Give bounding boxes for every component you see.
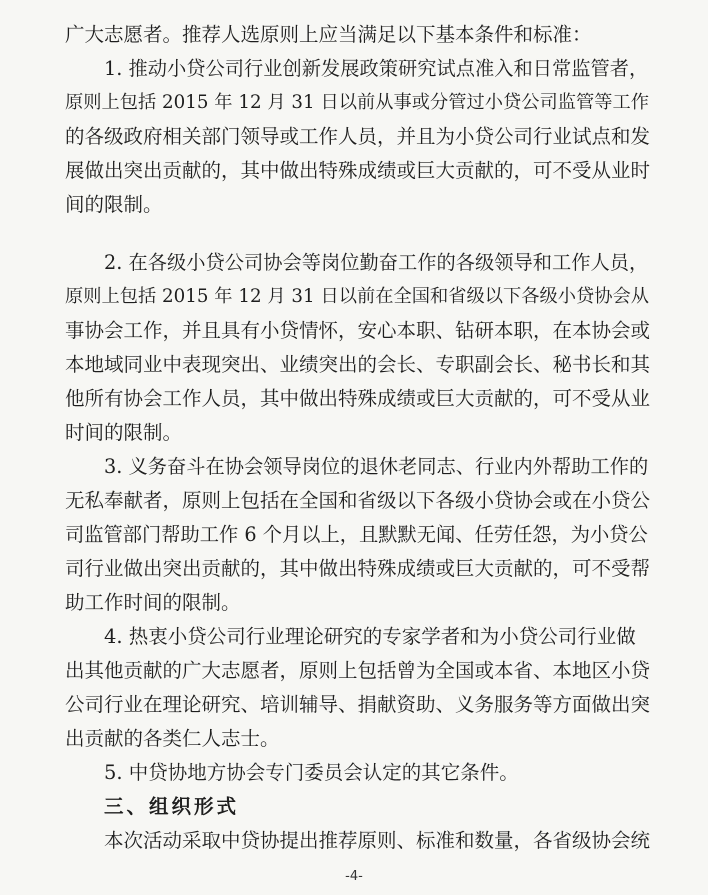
text-line <box>0 350 708 380</box>
text-line <box>0 622 708 652</box>
text-line <box>0 690 708 720</box>
text-line-content: 无私奉献者，原则上包括在全国和省级以下各级小贷协会或在小贷公 <box>65 489 651 512</box>
text-line-content: 本地域同业中表现突出、业绩突出的会长、专职副会长、秘书长和其 <box>65 353 651 376</box>
text-line-content: 2. 在各级小贷公司协会等岗位勤奋工作的各级领导和工作人员， <box>104 251 649 274</box>
text-line <box>0 588 708 618</box>
text-line-content: 公司行业在理论研究、培训辅导、捐献资助、义务服务等方面做出突 <box>65 693 651 716</box>
text-line-content: 5. 中贷协地方协会专门委员会认定的其它条件。 <box>104 761 519 784</box>
text-line <box>0 20 708 50</box>
text-line <box>0 418 708 448</box>
text-line-content: 助工作时间的限制。 <box>65 591 241 614</box>
text-line-content: 出贡献的各类仁人志士。 <box>65 727 280 750</box>
text-line-content: 他所有协会工作人员，其中做出特殊成绩或巨大贡献的，可不受从业 <box>65 387 651 410</box>
section-heading <box>0 792 708 822</box>
text-line <box>0 452 708 482</box>
text-line <box>0 656 708 686</box>
text-line-content: 出其他贡献的广大志愿者，原则上包括曾为全国或本省、本地区小贷 <box>65 659 651 682</box>
text-line <box>0 724 708 754</box>
text-line-content: 展做出突出贡献的，其中做出特殊成绩或巨大贡献的，可不受从业时 <box>65 159 651 182</box>
section-heading-text: 三、组织形式 <box>104 795 240 818</box>
page-number: -4- <box>345 869 363 884</box>
text-line <box>0 122 708 152</box>
text-line-content: 本次活动采取中贷协提出推荐原则、标准和数量，各省级协会统 <box>104 829 651 852</box>
text-line <box>0 384 708 414</box>
text-line <box>0 156 708 186</box>
text-line <box>0 316 708 346</box>
text-line <box>0 826 708 856</box>
text-line-content: 广大志愿者。推荐人选原则上应当满足以下基本条件和标准： <box>65 23 592 46</box>
text-line-content: 原则上包括 2015 年 12 月 31 日以前在全国和省级以下各级小贷协会从 <box>65 286 649 307</box>
text-line-content: 4. 热衷小贷公司行业理论研究的专家学者和为小贷公司行业做 <box>104 625 636 648</box>
text-line-content: 司行业做出突出贡献的，其中做出特殊成绩或巨大贡献的，可不受帮 <box>65 557 651 580</box>
text-line-content: 1. 推动小贷公司行业创新发展政策研究试点准入和日常监管者， <box>104 57 649 80</box>
text-line <box>0 554 708 584</box>
text-line-content: 时间的限制。 <box>65 421 183 444</box>
text-line-content: 间的限制。 <box>65 193 163 216</box>
text-line-content: 事协会工作，并且具有小贷情怀，安心本职、钻研本职，在本协会或 <box>65 319 651 342</box>
text-line <box>0 54 708 84</box>
text-line-content: 原则上包括 2015 年 12 月 31 日以前从事或分管过小贷公司监管等工作 <box>65 92 649 113</box>
text-line <box>0 248 708 278</box>
text-line <box>0 758 708 788</box>
text-line <box>0 282 708 312</box>
text-line-content: 的各级政府相关部门领导或工作人员，并且为小贷公司行业试点和发 <box>65 125 651 148</box>
text-line-content: 司监管部门帮助工作 6 个月以上，且默默无闻、任劳任怨，为小贷公 <box>65 523 648 546</box>
text-line <box>0 486 708 516</box>
text-line <box>0 520 708 550</box>
text-line <box>0 88 708 118</box>
text-line-content: 3. 义务奋斗在协会领导岗位的退休老同志、行业内外帮助工作的 <box>104 455 649 478</box>
text-line <box>0 190 708 220</box>
